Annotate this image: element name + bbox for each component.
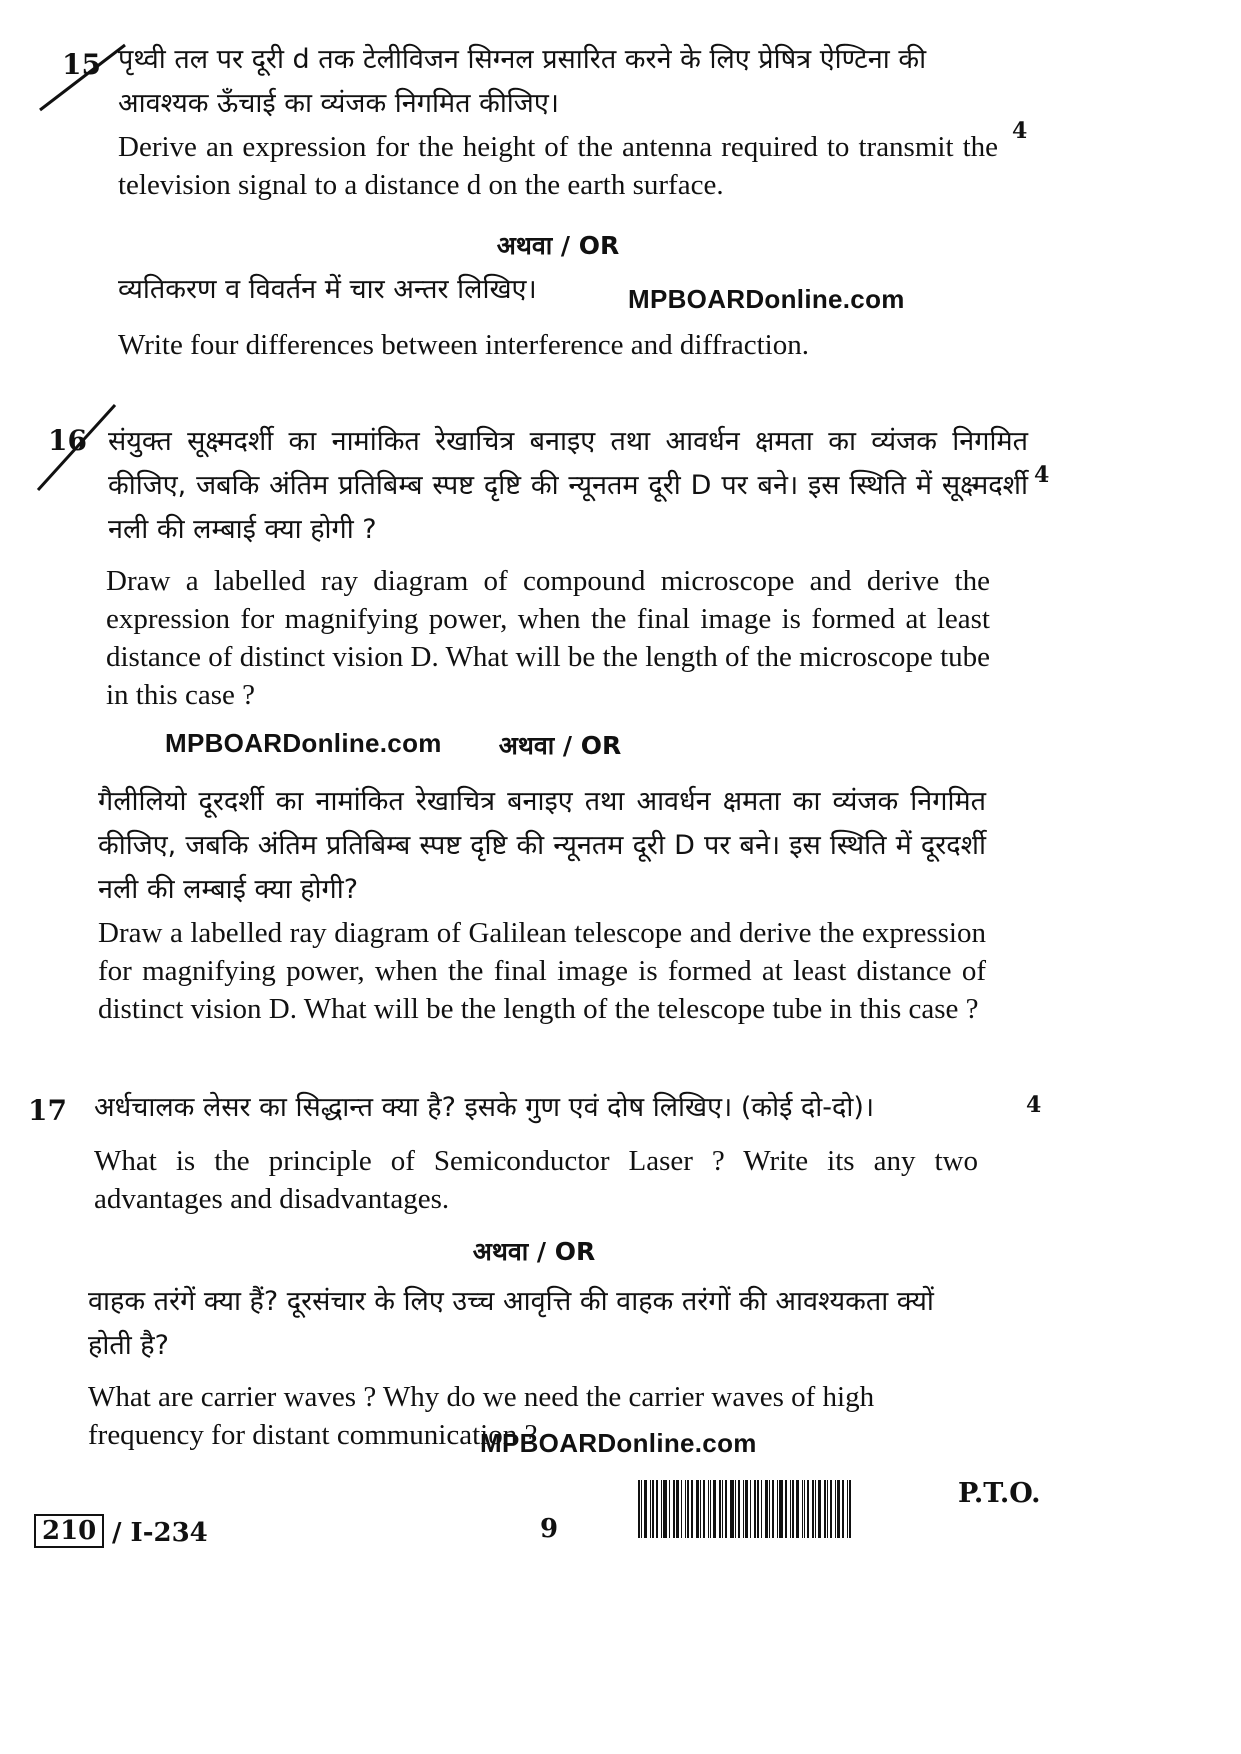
footer-page-number: 9 <box>540 1514 559 1544</box>
barcode-bar <box>650 1480 651 1538</box>
barcode-bar <box>842 1480 844 1538</box>
tick-mark-icon <box>30 400 120 500</box>
barcode-bar <box>652 1480 654 1538</box>
question-16-english: Draw a labelled ray diagram of compound microscope and derive the expression for magnifying power, when the final image is formed at least distance of distinct vision D. What will be the length of the microscope tube in this case ? <box>106 565 990 711</box>
barcode-bar <box>761 1480 762 1538</box>
question-15-alt-hindi: व्यतिकरण व विवर्तन में चार अन्तर लिखिए। <box>118 274 537 305</box>
barcode-bar <box>735 1480 736 1538</box>
barcode-bar <box>656 1480 658 1538</box>
question-17-alt-hindi: वाहक तरंगें क्या हैं? दूरसंचार के लिए उच्च आवृत्ति की वाहक तरंगों की आवश्यकता क्यों होती है? <box>88 1286 934 1361</box>
barcode-bar <box>745 1480 748 1538</box>
question-17-or: अथवा / OR <box>472 1237 596 1266</box>
barcode-bar <box>696 1480 699 1538</box>
barcode-bar <box>722 1480 723 1538</box>
barcode <box>638 1480 943 1538</box>
barcode-bar <box>663 1480 667 1538</box>
barcode-bar <box>644 1480 647 1538</box>
barcode-bar <box>847 1480 848 1538</box>
barcode-bar <box>710 1480 711 1538</box>
barcode-bar <box>815 1480 816 1538</box>
question-16-alt-hindi: गैलीलियो दूरदर्शी का नामांकित रेखाचित्र बनाइए तथा आवर्धन क्षमता का व्यंजक निगमित कीजिए, जबकि अंतिम प्रतिबिम्ब स्पष्ट दृष्टि की न्यूनतम दूरी D पर बने। इस स्थिति में दूरदर्शी नली की लम्बाई क्या होगी? <box>98 786 986 905</box>
barcode-bar <box>700 1480 701 1538</box>
barcode-bar <box>849 1480 851 1538</box>
barcode-bar <box>713 1480 716 1538</box>
barcode-bar <box>837 1480 840 1538</box>
question-17-alt-english: What are carrier waves ? Why do we need the carrier waves of high frequency for distant communication ? <box>88 1381 875 1451</box>
barcode-bar <box>792 1480 794 1538</box>
watermark-1: MPBOARDonline.com <box>628 284 905 314</box>
barcode-bar <box>738 1480 740 1538</box>
footer-code: 210 <box>34 1514 104 1548</box>
question-17-number: 17 <box>28 1094 67 1127</box>
barcode-bar <box>708 1480 709 1538</box>
barcode-bar <box>830 1480 832 1538</box>
question-15-alt-english: Write four differences between interference and diffraction. <box>118 329 809 361</box>
barcode-bar <box>661 1480 662 1538</box>
barcode-bar <box>743 1480 744 1538</box>
barcode-bar <box>757 1480 759 1538</box>
barcode-bar <box>769 1480 770 1538</box>
barcode-bar <box>703 1480 705 1538</box>
question-16-alt-english: Draw a labelled ray diagram of Galilean telescope and derive the expression for magnifying power, when the final image is formed at least distance of distinct vision D. What will be the length of the telescope tube in this case ? <box>98 917 986 1025</box>
question-17-hindi: अर्धचालक लेसर का सिद्धान्त क्या है? इसके गुण एवं दोष लिखिए। (कोई दो-दो)। <box>94 1092 875 1123</box>
barcode-bar <box>641 1480 642 1538</box>
barcode-bar <box>638 1480 640 1538</box>
question-16-or: अथवा / OR <box>498 731 622 760</box>
barcode-bar <box>812 1480 814 1538</box>
barcode-bar <box>835 1480 836 1538</box>
question-15-hindi: पृथ्वी तल पर दूरी d तक टेलीविजन सिग्नल प्रसारित करने के लिए प्रेषित्र ऐण्टिना की आवश्यक ऊँचाई का व्यंजक निगमित कीजिए। <box>118 44 927 119</box>
barcode-bar <box>687 1480 689 1538</box>
watermark-3: MPBOARDonline.com <box>480 1428 757 1458</box>
barcode-bar <box>725 1480 727 1538</box>
barcode-bar <box>691 1480 693 1538</box>
barcode-bar <box>681 1480 682 1538</box>
question-15-number: 15 <box>62 48 101 81</box>
barcode-bar <box>804 1480 805 1538</box>
barcode-bar <box>685 1480 686 1538</box>
question-17-marks: 4 <box>1026 1092 1042 1118</box>
barcode-bar <box>790 1480 791 1538</box>
question-16-number: 16 <box>48 424 87 457</box>
question-17-english: What is the principle of Semiconductor Laser ? Write its any two advantages and disadvantages. <box>94 1145 978 1215</box>
barcode-bar <box>676 1480 679 1538</box>
barcode-bar <box>772 1480 774 1538</box>
barcode-bar <box>818 1480 821 1538</box>
question-15-english: Derive an expression for the height of the antenna required to transmit the television signal to a distance d on the earth surface. <box>118 131 998 201</box>
barcode-bar <box>807 1480 809 1538</box>
barcode-bar <box>785 1480 787 1538</box>
barcode-bar <box>669 1480 670 1538</box>
watermark-2: MPBOARDonline.com <box>165 728 442 758</box>
barcode-bar <box>719 1480 721 1538</box>
question-15-marks: 4 <box>1012 118 1028 144</box>
barcode-bar <box>673 1480 675 1538</box>
barcode-bar <box>730 1480 734 1538</box>
question-15-or: अथवा / OR <box>496 231 620 260</box>
barcode-bar <box>754 1480 756 1538</box>
question-16-marks: 4 <box>1034 462 1050 488</box>
barcode-bar <box>796 1480 799 1538</box>
barcode-bar <box>802 1480 803 1538</box>
barcode-bar <box>824 1480 826 1538</box>
barcode-bar <box>779 1480 783 1538</box>
footer-pto: P.T.O. <box>958 1478 1041 1509</box>
footer-paper-id: / I-234 <box>112 1518 208 1548</box>
barcode-bar <box>765 1480 768 1538</box>
question-16-hindi: संयुक्त सूक्ष्मदर्शी का नामांकित रेखाचित्र बनाइए तथा आवर्धन क्षमता का व्यंजक निगमित कीजिए, जबकि अंतिम प्रतिबिम्ब स्पष्ट दृष्टि की न्यूनतम दूरी D पर बने। इस स्थिति में सूक्ष्मदर्शी नली की लम्बाई क्या होगी ? <box>108 426 1028 545</box>
barcode-bar <box>777 1480 778 1538</box>
barcode-bar <box>750 1480 751 1538</box>
tick-mark-icon <box>30 40 130 120</box>
barcode-bar <box>827 1480 828 1538</box>
